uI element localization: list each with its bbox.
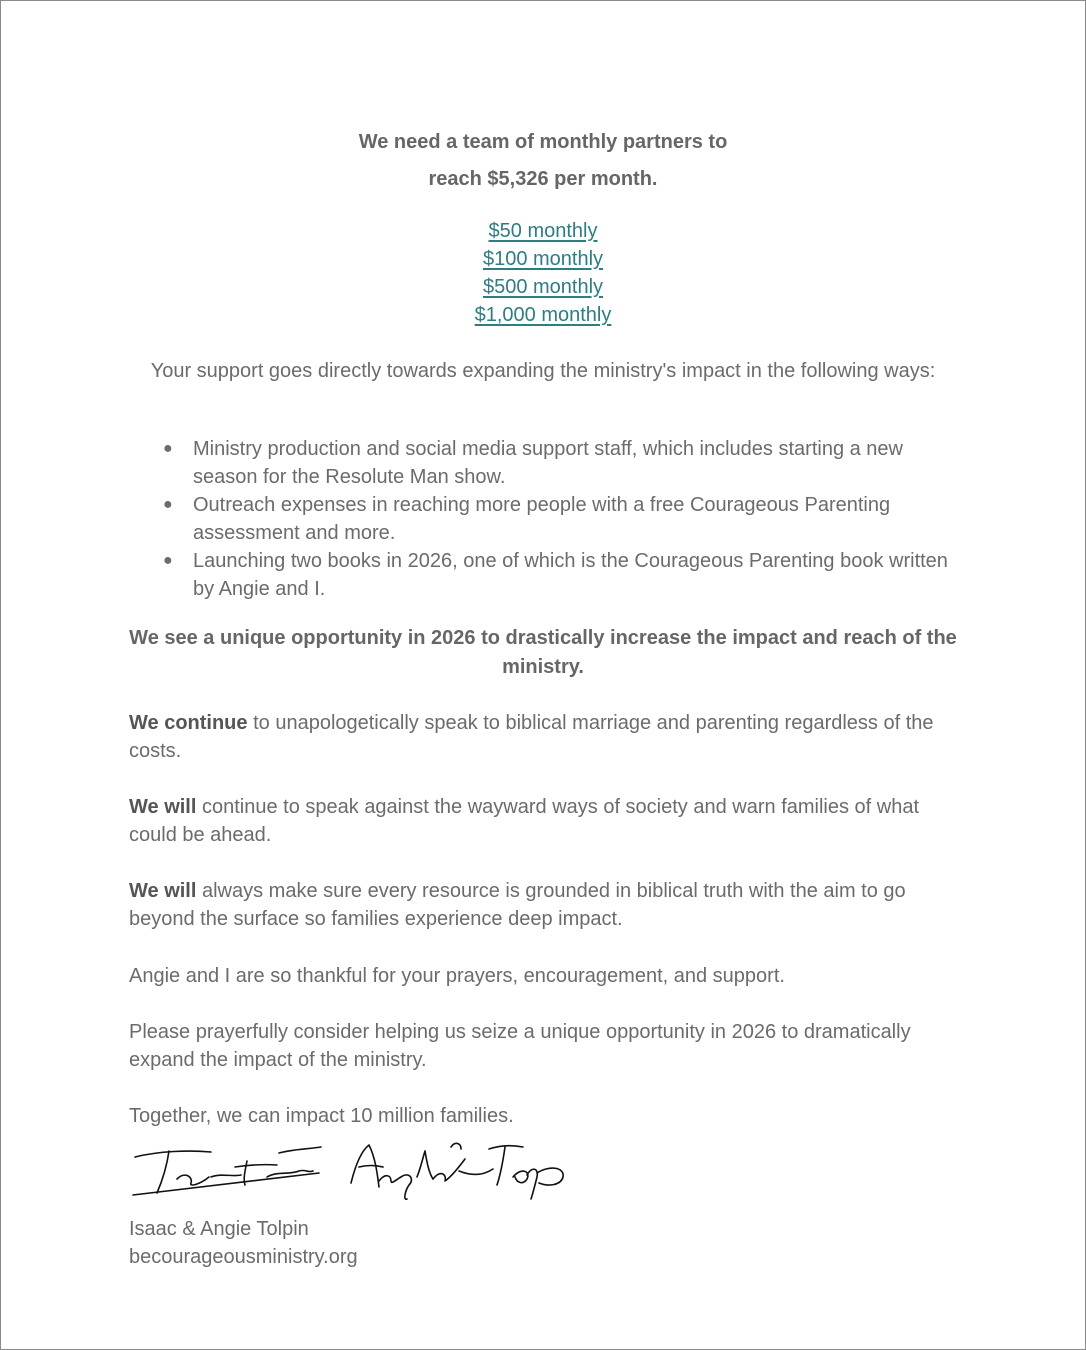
list-item-text: Outreach expenses in reaching more people with a free Courageous Parenting assessment and more. [193,494,891,544]
headline-line-2: reach $5,326 per month. [428,168,658,190]
list-item [161,547,961,603]
signature-isaac [133,1147,321,1195]
impact-list [161,435,961,603]
give-1000-monthly-link[interactable]: $1,000 monthly [474,304,612,326]
signoff-website: becourageousministry.org [129,1246,358,1268]
list-item [161,435,961,491]
commitment-paragraph [129,877,969,933]
give-500-monthly-link[interactable]: $500 monthly [482,276,604,298]
signature-angie [351,1143,563,1199]
signoff-names: Isaac & Angie Tolpin [129,1218,309,1240]
list-item [161,491,961,547]
handwritten-signatures [129,1137,569,1209]
closing-line: Together, we can impact 10 million families. [129,1105,514,1127]
commitment-lead: We will [129,880,197,902]
commitment-lead: We continue [129,712,248,734]
commitment-lead: We will [129,796,197,818]
give-100-monthly-link[interactable]: $100 monthly [482,248,604,270]
give-50-monthly-link[interactable]: $50 monthly [488,220,598,242]
headline-line-1: We need a team of monthly partners to [358,131,728,153]
opportunity-statement: We see a unique opportunity in 2026 to drastically increase the impact and reach of the ministry. [129,627,957,678]
bullet-icon: ● [163,496,173,513]
list-item-text: Ministry production and social media support staff, which includes starting a new season for the Resolute Man show. [193,438,903,488]
thanks-paragraph: Angie and I are so thankful for your prayers, encouragement, and support. [129,965,785,987]
support-intro: Your support goes directly towards expanding the ministry's impact in the following ways: [150,360,936,382]
bullet-icon: ● [163,552,173,569]
bullet-icon: ● [163,440,173,457]
giving-links [1,217,1085,329]
commitment-text: continue to speak against the wayward ways of society and warn families of what could be ahead. [129,796,920,846]
list-item-text: Launching two books in 2026, one of which is the Courageous Parenting book written by Angie and I. [193,550,948,600]
commitment-text: to unapologetically speak to biblical marriage and parenting regardless of the costs. [129,712,934,762]
signoff-block [129,1215,358,1271]
commitment-paragraph [129,793,969,849]
commitment-text: always make sure every resource is grounded in biblical truth with the aim to go beyond the surface so families experience deep impact. [129,880,906,930]
commitment-paragraph [129,709,969,765]
appeal-paragraph: Please prayerfully consider helping us seize a unique opportunity in 2026 to dramatically expand the impact of the ministry. [129,1021,911,1071]
